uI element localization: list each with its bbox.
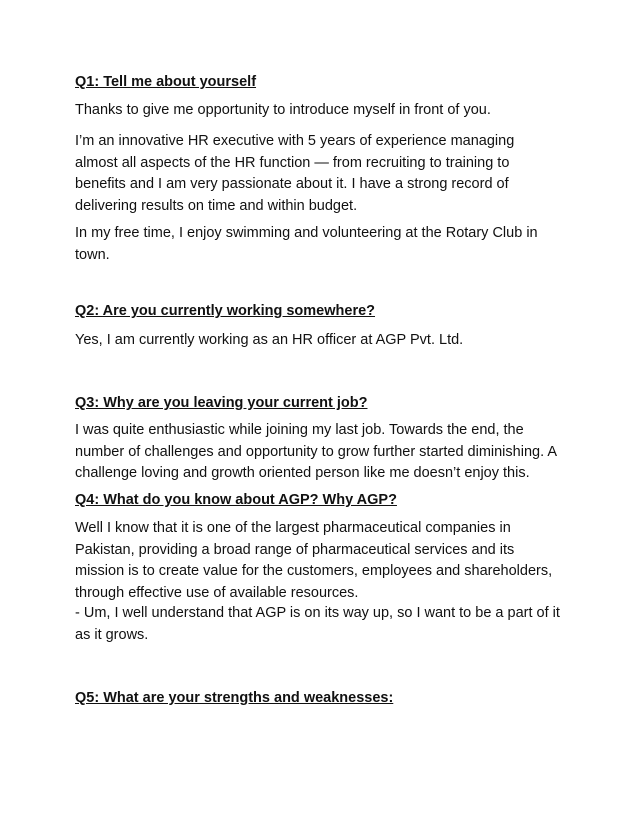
q1-section <box>75 72 555 92</box>
q3-paragraph-1: I was quite enthusiastic while joining my last job. Towards the end, the number of challenges and opportunity to grow further started diminishing. A challenge loving and growth oriented person like me doesn’t enjoy this. <box>75 422 557 481</box>
q2-section <box>75 301 555 321</box>
q4-section <box>75 490 555 510</box>
q4-paragraph-1: Well I know that it is one of the largest pharmaceutical companies in Pakistan, providing a broad range of pharmaceutical services and its mission is to create value for the customers, employees and shareholders, through effective use of available resources. <box>75 520 553 601</box>
q1-heading: Q1: Tell me about yourself <box>75 74 257 90</box>
q1-paragraph-3: In my free time, I enjoy swimming and volunteering at the Rotary Club in town. <box>75 225 538 263</box>
q2-paragraph-1: Yes, I am currently working as an HR officer at AGP Pvt. Ltd. <box>75 332 464 348</box>
q2-heading: Q2: Are you currently working somewhere? <box>75 303 376 319</box>
q1-paragraph-2: I’m an innovative HR executive with 5 years of experience managing almost all aspects of the HR function — from recruiting to training to benefits and I am very passionate about it. I have a strong record of delivering results on time and within budget. <box>75 133 515 214</box>
q1-answer-2 <box>75 131 547 217</box>
q1-paragraph-1: Thanks to give me opportunity to introduce myself in front of you. <box>75 102 491 118</box>
q5-section <box>75 688 555 708</box>
q1-answer-3 <box>75 223 545 266</box>
q1-answer-1 <box>75 100 555 122</box>
q3-heading: Q3: Why are you leaving your current job? <box>75 395 368 411</box>
q2-answer <box>75 330 555 352</box>
q4-heading: Q4: What do you know about AGP? Why AGP? <box>75 492 397 508</box>
q4-answer-1 <box>75 518 565 604</box>
q4-answer-2 <box>75 603 565 646</box>
q5-heading: Q5: What are your strengths and weaknesses: <box>75 690 394 706</box>
q3-section <box>75 393 555 413</box>
q4-paragraph-2: - Um, I well understand that AGP is on its way up, so I want to be a part of it as it grows. <box>75 605 560 643</box>
q3-answer <box>75 420 565 485</box>
